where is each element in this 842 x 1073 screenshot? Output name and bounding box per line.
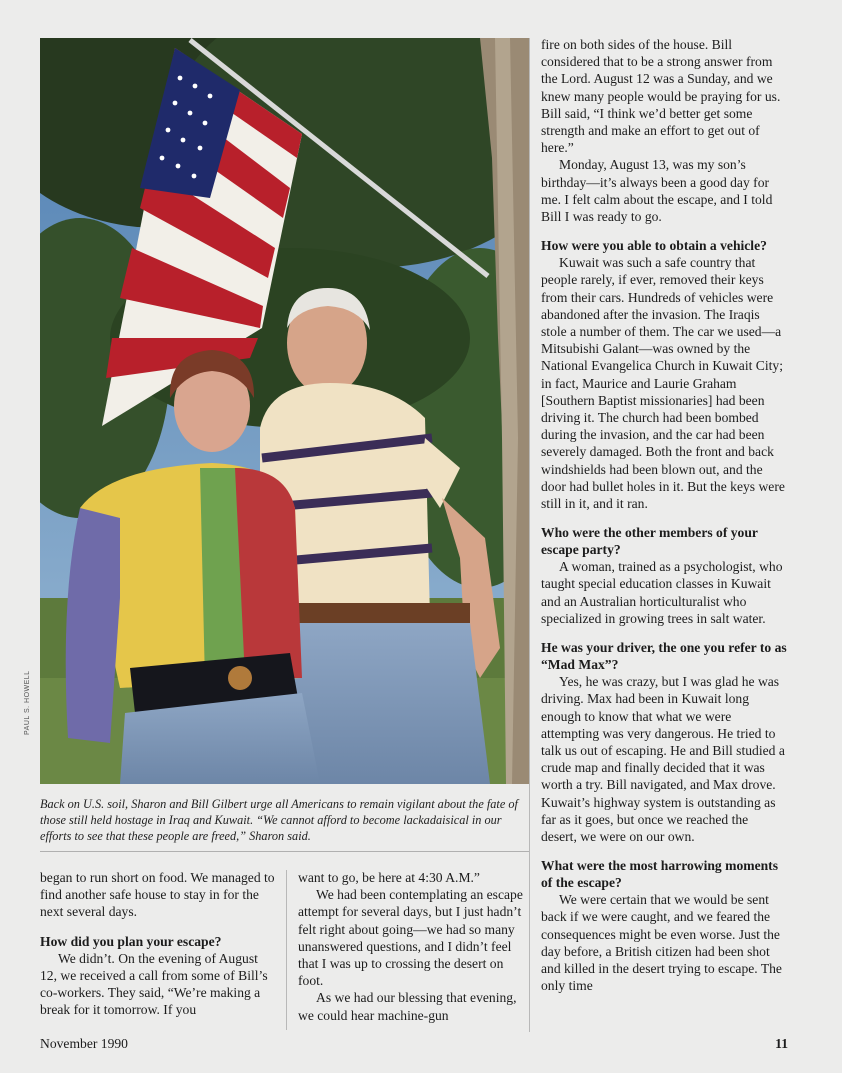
caption-divider	[40, 851, 530, 852]
article-column-1	[40, 869, 276, 1018]
paragraph: want to go, be here at 4:30 A.M.”	[298, 870, 480, 885]
paragraph: Yes, he was crazy, but I was glad he was driving. Max had been in Kuwait long enough to know that what we were attempting was very dangerous. He tried to talk us out of escaping. He and Bill studied a crude map and finally decided that it was worth a try. Bill navigated, and Max drove. Kuwait’s highway system is outstanding as far as it goes, but once we reached the desert, we were on our own.	[541, 674, 785, 844]
paragraph: We were certain that we would be sent back if we were caught, and we feared the consequences might be even worse. Just the day before, a British citizen had been shot and killed in the desert trying to escape. The only time	[541, 892, 782, 994]
page-number: 11	[775, 1036, 788, 1051]
paragraph: Kuwait was such a safe country that people rarely, if ever, removed their keys from their cars. Hundreds of vehicles were abandoned after the invasion. The Iraqis stole a number of them. The car we used—a Mitsubishi Galant—was owned by the National Evangelica Church in Kuwait City; in fact, Maurice and Laurie Graham [Southern Baptist missionaries] had been driving it. The church had been bombed during the invasion, and the car had been severely damaged. Both the front and back windshields had been blown out, and the door had bullet holes in it. But the keys were still in it, and it ran.	[541, 255, 785, 512]
paragraph: We had been contemplating an escape attempt for several days, but I just hadn’t felt right about going—we had so many unanswered questions, and I didn’t feel that I was up to crossing the desert on foot.	[298, 887, 523, 989]
photo-credit: PAUL S. HOWELL	[24, 670, 31, 735]
paragraph: fire on both sides of the house. Bill considered that to be a strong answer from the Lord. August 12 was a Sunday, and we knew many people would be praying for us. Bill said, “I think we’d better get some strength and make an effort to get out of here.”	[541, 37, 781, 156]
interview-question: He was your driver, the one you refer to as “Mad Max”?	[541, 640, 787, 673]
interview-question: How did you plan your escape?	[40, 933, 222, 949]
paragraph: We didn’t. On the evening of August 12, we received a call from some of Bill’s co-workers. They said, “We’re making a break for it tomorrow. If you	[40, 950, 268, 1018]
interview-question: What were the most harrowing moments of the escape?	[541, 858, 778, 891]
photo-caption: Back on U.S. soil, Sharon and Bill Gilbert urge all Americans to remain vigilant about the fate of those still held hostage in Iraq and Kuwait. “We cannot afford to become lackadaisical in our efforts to see that these people are freed,” Sharon said.	[40, 797, 518, 843]
paragraph: As we had our blessing that evening, we could hear machine-gun	[298, 990, 517, 1023]
photo-illustration	[40, 38, 530, 784]
paragraph: began to run short on food. We managed to find another safe house to stay in for the next several days.	[40, 870, 275, 920]
paragraph: Monday, August 13, was my son’s birthday—it’s always been a good day for me. I felt calm about the escape, and I told Bill I was ready to go.	[541, 157, 773, 225]
column-divider	[529, 38, 530, 1032]
article-column-2	[298, 869, 530, 1024]
paragraph: A woman, trained as a psychologist, who taught special education classes in Kuwait and an Australian horticulturalist who specialized in growing trees in salt water.	[541, 559, 783, 626]
interview-question: Who were the other members of your escape party?	[541, 525, 758, 558]
couple-photo	[40, 38, 530, 784]
issue-date: November 1990	[40, 1036, 128, 1051]
column-divider	[286, 870, 287, 1030]
article-column-3	[541, 36, 787, 994]
interview-question: How were you able to obtain a vehicle?	[541, 238, 767, 254]
